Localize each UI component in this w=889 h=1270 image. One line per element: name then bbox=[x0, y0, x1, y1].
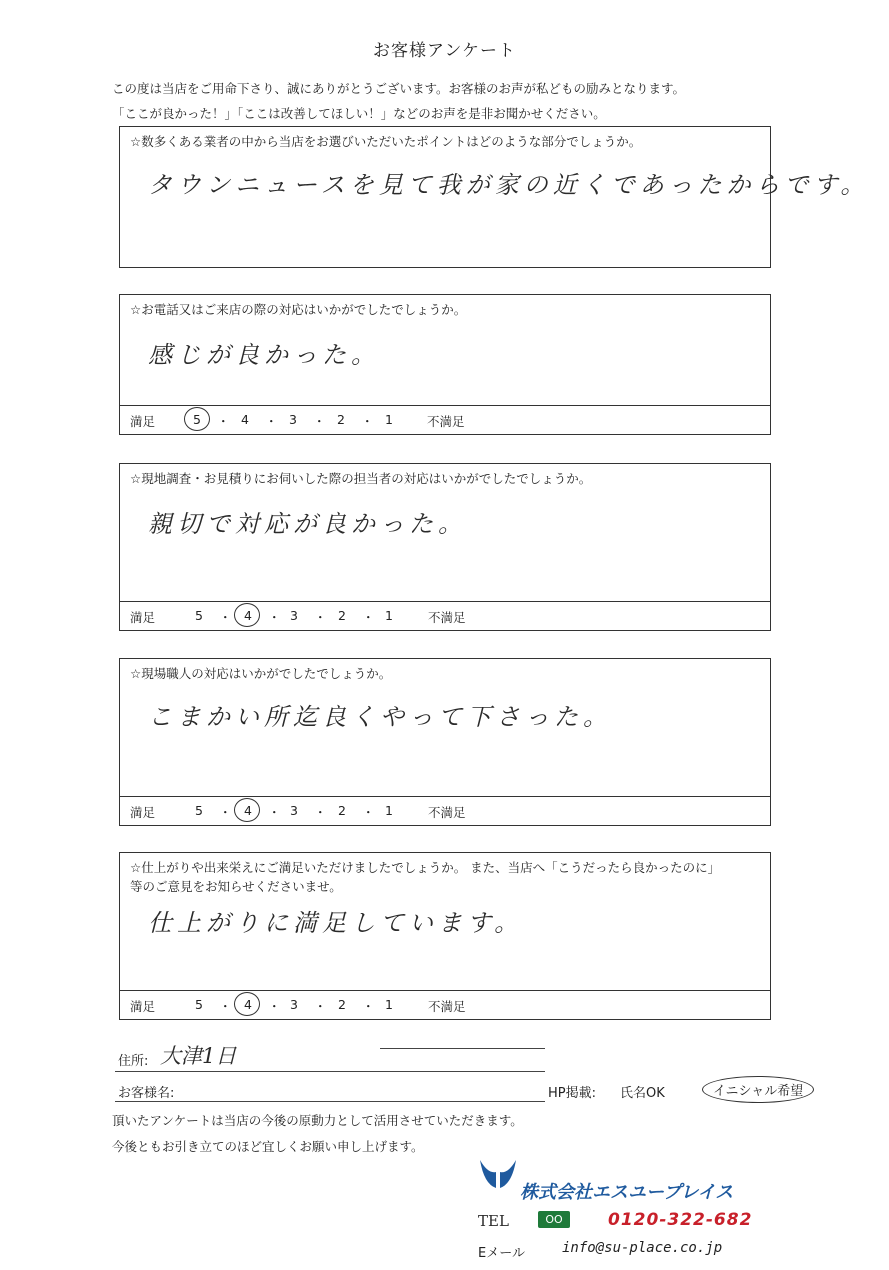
question-box-5 bbox=[119, 852, 771, 1020]
rating-right-label: 不満足 bbox=[428, 999, 466, 1014]
rating-sep: ・ bbox=[265, 414, 278, 429]
extra-underline bbox=[380, 1048, 545, 1049]
rating-sep: ・ bbox=[219, 610, 232, 625]
hp-option-initials: イニシャル希望 bbox=[702, 1076, 814, 1103]
rating-1: 1 bbox=[385, 608, 393, 623]
rating-sep: ・ bbox=[314, 610, 327, 625]
rating-sep: ・ bbox=[314, 999, 327, 1014]
rating-left-label: 満足 bbox=[130, 805, 156, 820]
answer-text: 親切で対応が良かった。 bbox=[148, 510, 467, 538]
rating-row bbox=[120, 990, 770, 1019]
rating-sep: ・ bbox=[362, 610, 375, 625]
rating-5: 5 bbox=[195, 997, 203, 1012]
rating-sep: ・ bbox=[268, 999, 281, 1014]
question-text: ☆お電話又はご来店の際の対応はいかがでしたでしょうか。 bbox=[130, 302, 467, 317]
rating-2: 2 bbox=[338, 997, 346, 1012]
rating-sep: ・ bbox=[314, 805, 327, 820]
customer-name-underline bbox=[115, 1101, 545, 1102]
rating-sep: ・ bbox=[361, 414, 374, 429]
question-box-3 bbox=[119, 463, 771, 631]
rating-row bbox=[120, 796, 770, 825]
rating-4: 4 bbox=[244, 608, 252, 623]
rating-right-label: 不満足 bbox=[428, 805, 466, 820]
rating-sep: ・ bbox=[313, 414, 326, 429]
rating-sep: ・ bbox=[217, 414, 230, 429]
tel-number[interactable]: 0120-322-682 bbox=[608, 1210, 753, 1230]
question-text: ☆現場職人の対応はいかがでしたでしょうか。 bbox=[130, 666, 392, 681]
company-name: 株式会社エスユープレイス bbox=[520, 1182, 734, 1203]
rating-5: 5 bbox=[195, 608, 203, 623]
rating-row bbox=[120, 405, 770, 434]
rating-1: 1 bbox=[385, 412, 393, 427]
rating-4: 4 bbox=[244, 997, 252, 1012]
question-text-cont: 等のご意見をお知らせくださいませ。 bbox=[130, 879, 342, 894]
closing-line-1: 頂いたアンケートは当店の今後の原動力として活用させていただきます。 bbox=[112, 1113, 523, 1128]
page-title: お客様アンケート bbox=[373, 41, 516, 61]
selected-rating-circle bbox=[234, 798, 260, 822]
selected-rating-circle bbox=[234, 603, 260, 627]
rating-sep: ・ bbox=[362, 805, 375, 820]
selected-rating-circle bbox=[234, 992, 260, 1016]
rating-left-label: 満足 bbox=[130, 414, 156, 429]
freedial-icon: OO bbox=[538, 1211, 570, 1228]
question-text: ☆数多くある業者の中から当店をお選びいただいたポイントはどのような部分でしょうか。 bbox=[130, 134, 642, 149]
rating-sep: ・ bbox=[362, 999, 375, 1014]
rating-row bbox=[120, 601, 770, 630]
answer-text: タウンニュースを見て我が家の近くであったからです。 bbox=[148, 171, 870, 199]
rating-left-label: 満足 bbox=[130, 610, 156, 625]
intro-line-1: この度は当店をご用命下さり、誠にありがとうございます。お客様のお声が私どもの励みとなります。 bbox=[112, 81, 686, 96]
rating-3: 3 bbox=[290, 803, 298, 818]
question-box-4 bbox=[119, 658, 771, 826]
rating-1: 1 bbox=[385, 803, 393, 818]
rating-2: 2 bbox=[337, 412, 345, 427]
address-underline bbox=[115, 1071, 545, 1072]
question-text: ☆現地調査・お見積りにお伺いした際の担当者の対応はいかがでしたでしょうか。 bbox=[130, 471, 592, 486]
rating-2: 2 bbox=[338, 803, 346, 818]
closing-line-2: 今後ともお引き立てのほど宜しくお願い申し上げます。 bbox=[112, 1139, 424, 1154]
rating-3: 3 bbox=[290, 997, 298, 1012]
email-address[interactable]: info@su-place.co.jp bbox=[562, 1240, 723, 1256]
tel-label: TEL bbox=[478, 1212, 509, 1230]
rating-5: 5 bbox=[195, 803, 203, 818]
rating-3: 3 bbox=[289, 412, 297, 427]
rating-4: 4 bbox=[241, 412, 249, 427]
rating-sep: ・ bbox=[268, 805, 281, 820]
answer-text: こまかい所迄良くやって下さった。 bbox=[148, 703, 612, 731]
question-box-1 bbox=[119, 126, 870, 268]
rating-4: 4 bbox=[244, 803, 252, 818]
rating-left-label: 満足 bbox=[130, 999, 156, 1014]
address-value: 大津1日 bbox=[160, 1044, 237, 1068]
customer-name-label: お客様名: bbox=[118, 1086, 175, 1101]
answer-text: 感じが良かった。 bbox=[148, 341, 380, 369]
rating-right-label: 不満足 bbox=[427, 414, 465, 429]
answer-text: 仕上がりに満足しています。 bbox=[148, 909, 524, 937]
rating-sep: ・ bbox=[268, 610, 281, 625]
rating-right-label: 不満足 bbox=[428, 610, 466, 625]
rating-2: 2 bbox=[338, 608, 346, 623]
hp-option-name-ok: 氏名OK bbox=[620, 1086, 665, 1101]
address-label: 住所: bbox=[118, 1054, 149, 1069]
company-logo-icon bbox=[478, 1158, 518, 1196]
rating-5: 5 bbox=[193, 412, 201, 427]
question-box-2 bbox=[119, 294, 771, 435]
rating-1: 1 bbox=[385, 997, 393, 1012]
rating-3: 3 bbox=[290, 608, 298, 623]
question-text: ☆仕上がりや出来栄えにご満足いただけましたでしょうか。 また、当店へ「こうだったら良かったのに」 bbox=[130, 860, 721, 875]
email-label: Eメール bbox=[478, 1246, 525, 1261]
intro-line-2: 「ここが良かった！」「ここは改善してほしい！」などのお声を是非お聞かせください。 bbox=[112, 106, 606, 121]
rating-sep: ・ bbox=[219, 805, 232, 820]
rating-sep: ・ bbox=[219, 999, 232, 1014]
hp-label: HP掲載: bbox=[548, 1086, 596, 1101]
selected-rating-circle bbox=[184, 407, 210, 431]
